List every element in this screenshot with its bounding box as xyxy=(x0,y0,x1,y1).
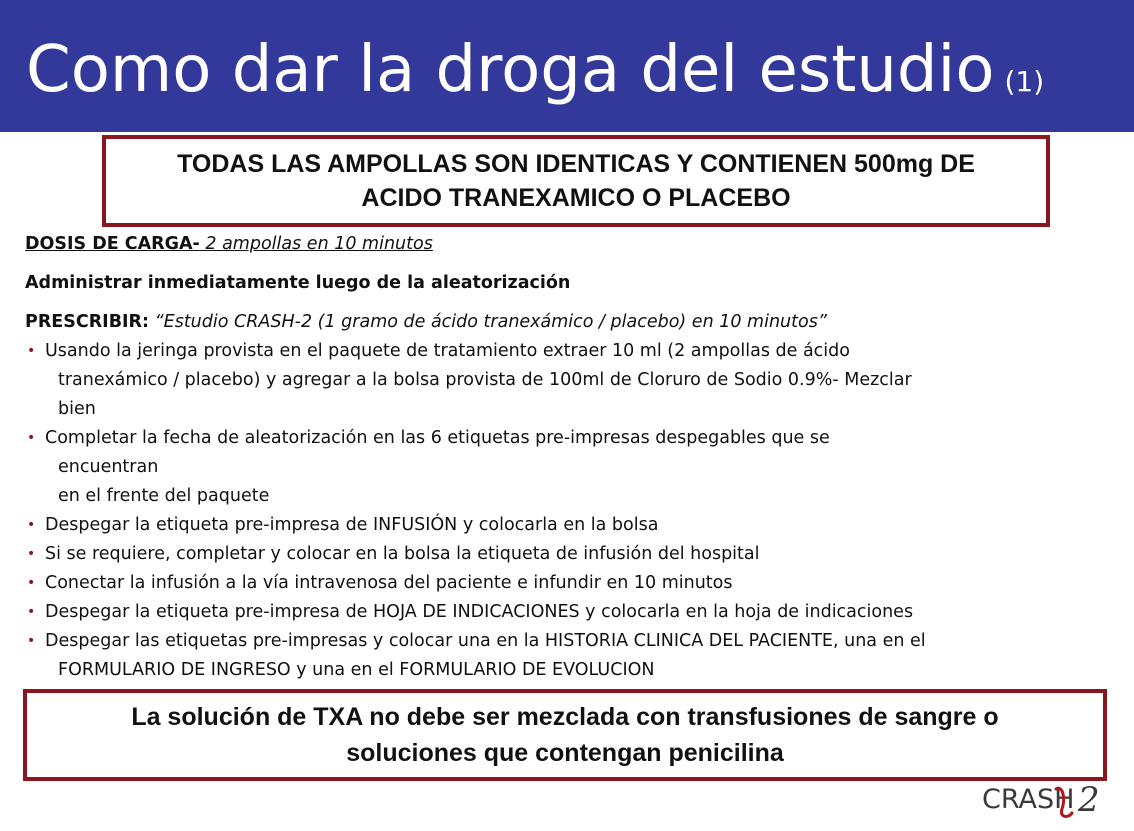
bullet-item xyxy=(25,598,1115,627)
bullet-item xyxy=(25,511,1115,540)
administrar-line xyxy=(25,269,1115,298)
bullet-dot-icon: • xyxy=(27,546,36,562)
crash2-logo-icon xyxy=(980,775,1110,827)
administrar-text: Administrar inmediatamente luego de la aleatorización xyxy=(25,273,571,293)
bullet-item xyxy=(25,569,1115,598)
bullet-line: bien xyxy=(58,399,96,419)
title-bar xyxy=(0,0,1134,132)
page-title xyxy=(26,30,1044,122)
bottom-warning-box xyxy=(23,689,1107,781)
bullet-dot-icon: • xyxy=(27,517,36,533)
bullet-line: FORMULARIO DE INGRESO y una en el FORMULARIO DE EVOLUCION xyxy=(58,660,655,680)
bullet-line: Despegar la etiqueta pre-impresa de INFUSIÓN y colocarla en la bolsa xyxy=(45,515,659,535)
logo-text: CRASH xyxy=(982,784,1075,815)
bullet-dot-icon: • xyxy=(27,575,36,591)
bullet-line: encuentran xyxy=(58,457,159,477)
bullet-item xyxy=(25,424,1115,511)
bullet-line: Usando la jeringa provista en el paquete de tratamiento extraer 10 ml (2 ampollas de ácido xyxy=(45,341,850,361)
bullet-line: Despegar las etiquetas pre-impresas y colocar una en la HISTORIA CLINICA DEL PACIENTE, una en el xyxy=(45,631,926,651)
crash2-logo xyxy=(980,775,1110,827)
dosis-value: 2 ampollas en 10 minutos xyxy=(199,234,433,254)
bullet-line: Conectar la infusión a la vía intravenosa del paciente e infundir en 10 minutos xyxy=(45,573,733,593)
bullet-item xyxy=(25,337,1115,424)
dosis-line xyxy=(25,230,1115,259)
title-number: (1) xyxy=(1004,65,1045,98)
bullet-line: Si se requiere, completar y colocar en la bolsa la etiqueta de infusión del hospital xyxy=(45,544,760,564)
bullet-line: en el frente del paquete xyxy=(58,486,270,506)
instructions-body xyxy=(25,230,1115,685)
bottom-box-line-2: soluciones que contengan penicilina xyxy=(346,739,784,767)
bullet-dot-icon: • xyxy=(27,604,36,620)
bullet-dot-icon: • xyxy=(27,343,36,359)
top-box-line-1: TODAS LAS AMPOLLAS SON IDENTICAS Y CONTIENEN 500mg DE xyxy=(177,150,975,178)
bottom-box-line-1: La solución de TXA no debe ser mezclada con transfusiones de sangre o xyxy=(131,703,999,731)
prescribir-value: “Estudio CRASH-2 (1 gramo de ácido tranexámico / placebo) en 10 minutos” xyxy=(149,312,827,332)
bullet-line: Despegar la etiqueta pre-impresa de HOJA DE INDICACIONES y colocarla en la hoja de indicaciones xyxy=(45,602,914,622)
prescribir-line xyxy=(25,308,1115,337)
bullet-item xyxy=(25,627,1115,685)
title-main: Como dar la droga del estudio xyxy=(26,33,995,107)
top-box-line-2: ACIDO TRANEXAMICO O PLACEBO xyxy=(361,184,791,212)
bullet-item xyxy=(25,540,1115,569)
logo-number: 2 xyxy=(1078,780,1100,820)
bullet-dot-icon: • xyxy=(27,430,36,446)
prescribir-label: PRESCRIBIR: xyxy=(25,312,150,332)
top-highlight-box xyxy=(102,135,1050,227)
bullet-line: tranexámico / placebo) y agregar a la bolsa provista de 100ml de Cloruro de Sodio 0.9%- Mezclar xyxy=(58,370,912,390)
dosis-label: DOSIS DE CARGA- xyxy=(25,234,200,254)
bullet-dot-icon: • xyxy=(27,633,36,649)
bullet-line: Completar la fecha de aleatorización en las 6 etiquetas pre-impresas despegables que se xyxy=(45,428,830,448)
